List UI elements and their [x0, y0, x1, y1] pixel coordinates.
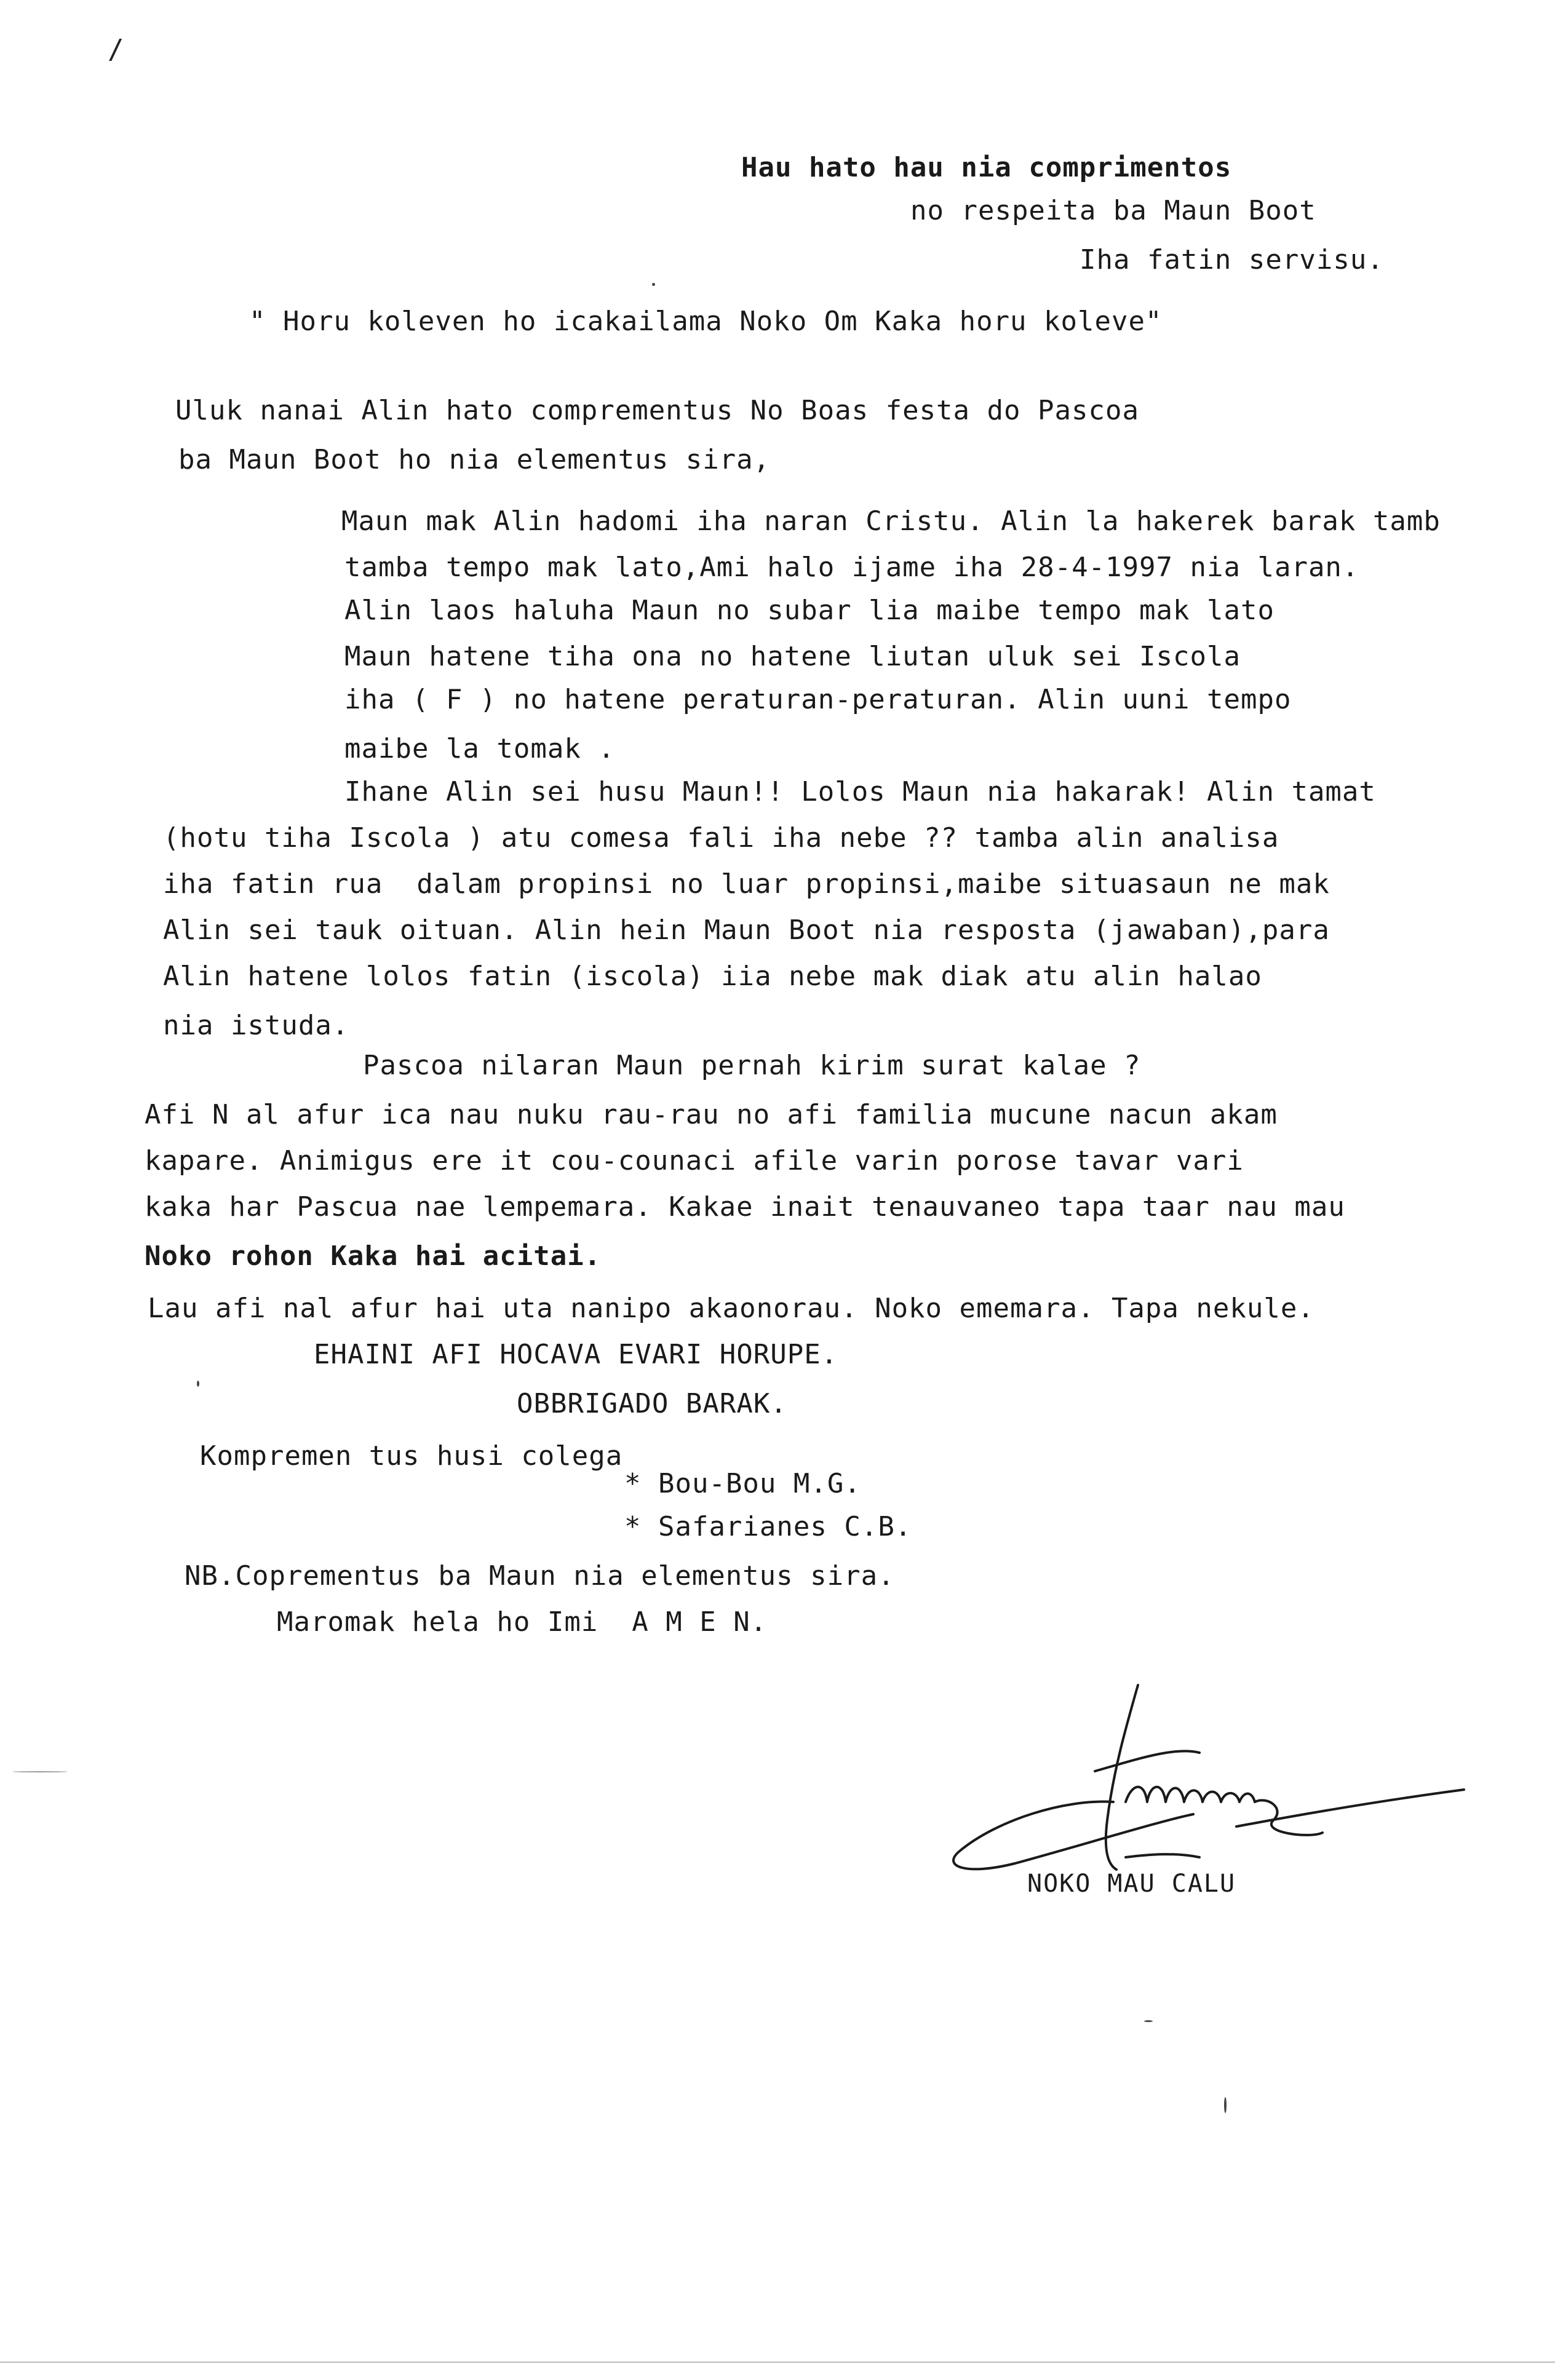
header-line-3: Iha fatin servisu. — [1080, 244, 1384, 276]
para1-line-5: iha ( F ) no hatene peraturan-peraturan. Alin uuni tempo — [344, 684, 1292, 715]
para2-line-6: nia istuda. — [163, 1010, 349, 1041]
colleagues-intro: Kompremen tus husi colega — [200, 1440, 623, 1472]
para1-line-4: Maun hatene tiha ona no hatene liutan uluk sei Iscola — [344, 641, 1241, 672]
closing-line-2: OBBRIGADO BARAK. — [517, 1388, 787, 1419]
greeting-line-1: Uluk nanai Alin hato comprementus No Boas festa do Pascoa — [175, 395, 1139, 426]
header-line-1: Hau hato hau nia comprimentos — [741, 152, 1232, 183]
para3-line-1: Pascoa nilaran Maun pernah kirim surat kalae ? — [363, 1050, 1141, 1081]
colleague-name: * Bou-Bou M.G. — [624, 1468, 861, 1499]
scan-dot — [197, 1381, 199, 1387]
para2-line-4: Alin sei tauk oituan. Alin hein Maun Boot nia resposta (jawaban),para — [163, 914, 1330, 946]
header-line-2: no respeita ba Maun Boot — [910, 195, 1316, 226]
scan-edge-line — [0, 2362, 1555, 2363]
para1-line-2: tamba tempo mak lato,Ami halo ijame iha 28-4-1997 nia laran. — [344, 552, 1359, 583]
para3-line-2: Afi N al afur ica nau nuku rau-rau no afi familia mucune nacun akam — [145, 1099, 1278, 1130]
closing-line-1: EHAINI AFI HOCAVA EVARI HORUPE. — [314, 1339, 838, 1370]
scan-mark: / — [108, 34, 124, 65]
signature-name: NOKO MAU CALU — [1027, 1870, 1236, 1898]
scan-dot — [1224, 2097, 1227, 2113]
para1-line-6: maibe la tomak . — [344, 733, 615, 764]
motto: " Horu koleven ho icakailama Noko Om Kaka horu koleve" — [249, 306, 1163, 337]
scan-dot — [652, 283, 655, 286]
colleague-name: * Safarianes C.B. — [624, 1511, 912, 1542]
para1-line-1: Maun mak Alin hadomi iha naran Cristu. Alin la hakerek barak tamb — [341, 506, 1441, 537]
scan-line — [12, 1771, 68, 1772]
signature — [941, 1679, 1495, 1900]
para4: Lau afi nal afur hai uta nanipo akaonorau. Noko ememara. Tapa nekule. — [148, 1293, 1314, 1324]
para3-line-4: kaka har Pascua nae lempemara. Kakae inait tenauvaneo tapa taar nau mau — [145, 1191, 1345, 1223]
para1-line-3: Alin laos haluha Maun no subar lia maibe tempo mak lato — [344, 595, 1275, 626]
nb-line-2: Maromak hela ho Imi A M E N. — [277, 1606, 768, 1638]
nb-line-1: NB.Coprementus ba Maun nia elementus sira. — [185, 1560, 895, 1592]
scan-dot — [1144, 2020, 1153, 2022]
para3-line-3: kapare. Animigus ere it cou-counaci afile varin porose tavar vari — [145, 1145, 1244, 1176]
greeting-line-2: ba Maun Boot ho nia elementus sira, — [178, 444, 771, 475]
para3-line-5: Noko rohon Kaka hai acitai. — [145, 1240, 602, 1272]
para2-line-3: iha fatin rua dalam propinsi no luar propinsi,maibe situasaun ne mak — [163, 868, 1330, 900]
para2-line-2: (hotu tiha Iscola ) atu comesa fali iha nebe ?? tamba alin analisa — [163, 822, 1279, 854]
para2-line-1: Ihane Alin sei husu Maun!! Lolos Maun nia hakarak! Alin tamat — [344, 776, 1376, 807]
para2-line-5: Alin hatene lolos fatin (iscola) iia nebe mak diak atu alin halao — [163, 961, 1262, 992]
